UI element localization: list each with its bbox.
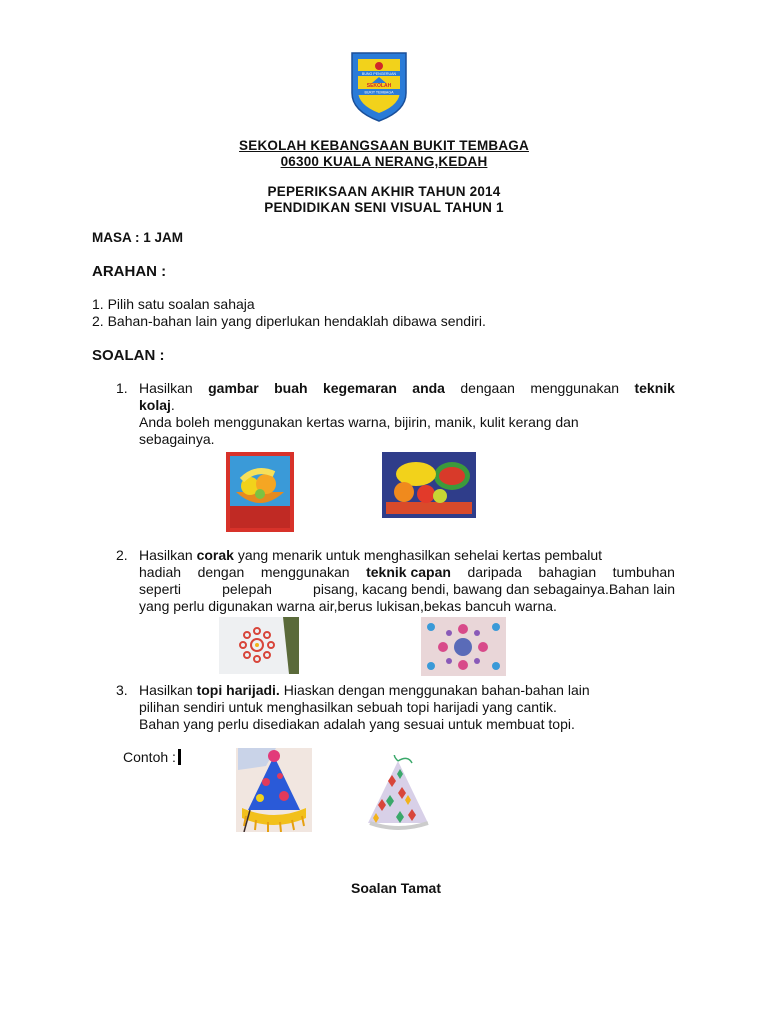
end-of-questions: Soalan Tamat xyxy=(351,880,441,896)
q3-line-2: pilihan sendiri untuk menghasilkan sebuah topi harijadi yang cantik. xyxy=(139,699,557,715)
q2-word: daripada xyxy=(467,564,522,580)
contoh-text: Contoh : xyxy=(123,749,176,765)
arahan-item-2: 2. Bahan-bahan lain yang diperlukan hendaklah dibawa sendiri. xyxy=(92,313,486,329)
contoh-label xyxy=(123,749,181,765)
q2-word: menggunakan xyxy=(260,564,350,580)
soalan-heading: SOALAN : xyxy=(92,347,165,364)
q3-text: Hiaskan dengan menggunakan bahan-bahan lain xyxy=(279,682,590,698)
q2-word: dengan xyxy=(197,564,245,580)
q2-word: hadiah xyxy=(139,564,182,580)
q2-word: tumbuhan xyxy=(612,564,675,580)
q1-bold-word: kolaj xyxy=(139,397,171,413)
q1-word: Hasilkan xyxy=(139,380,193,396)
q3-line-3: Bahan yang perlu disediakan adalah yang sesuai untuk membuat topi. xyxy=(139,716,575,732)
q2-line-1 xyxy=(139,547,602,563)
q2-text: yang menarik untuk menghasilkan sehelai kertas pembalut xyxy=(233,547,603,563)
crest-text-top: BUNG PENGERUAN xyxy=(361,71,397,76)
text-cursor xyxy=(178,749,181,765)
q1-bold-word: kegemaran xyxy=(322,380,397,396)
q2-bold-word: corak xyxy=(196,547,234,563)
q3-text: Hasilkan xyxy=(139,682,197,698)
q1-period: . xyxy=(170,397,175,413)
arahan-heading: ARAHAN : xyxy=(92,263,167,280)
q2-line-3 xyxy=(139,581,675,597)
q2-bold-word: teknik capan xyxy=(366,564,451,580)
q2-line-4: yang perlu digunakan warna air,berus lukisan,bekas bancuh warna. xyxy=(139,598,557,614)
q1-bold-word: anda xyxy=(412,380,445,396)
q1-bold-word: buah xyxy=(274,380,308,396)
q1-bold-word: teknik xyxy=(634,380,675,396)
q3-line-1 xyxy=(139,682,590,698)
q1-line-4: sebagainya. xyxy=(139,431,215,447)
q2-line-2 xyxy=(139,564,675,580)
q2-word: pelepah xyxy=(222,581,272,597)
exam-title: PEPERIKSAAN AKHIR TAHUN 2014 xyxy=(267,184,501,199)
q1-word: dengaan xyxy=(460,380,515,396)
q2-word: seperti xyxy=(139,581,182,597)
subject-title: PENDIDIKAN SENI VISUAL TAHUN 1 xyxy=(264,200,504,215)
school-address: 06300 KUALA NERANG,KEDAH xyxy=(280,154,488,169)
q1-number: 1. xyxy=(116,380,128,396)
q2-number: 2. xyxy=(116,547,128,563)
crest-text-mid: SEKOLAH xyxy=(366,83,392,89)
q2-text: Hasilkan xyxy=(139,547,197,563)
q2-word: bahagian xyxy=(538,564,597,580)
fruit-basket-collage-image xyxy=(226,452,294,532)
school-crest-logo xyxy=(346,49,412,123)
diamond-party-hat-image xyxy=(352,755,438,835)
q1-bold-word: gambar xyxy=(208,380,259,396)
fruit-mosaic-collage-image xyxy=(382,452,476,518)
flower-print-image xyxy=(219,617,299,674)
exam-duration: MASA : 1 JAM xyxy=(92,230,184,245)
q2-word: pisang, kacang bendi, bawang dan sebagainya.Bahan lain xyxy=(313,581,675,597)
q1-word: menggunakan xyxy=(530,380,620,396)
pattern-print-image xyxy=(421,617,506,676)
school-name: SEKOLAH KEBANGSAAN BUKIT TEMBAGA xyxy=(239,138,529,153)
q1-line-1 xyxy=(139,380,675,396)
arahan-item-1: 1. Pilih satu soalan sahaja xyxy=(92,296,255,312)
q3-number: 3. xyxy=(116,682,128,698)
q3-bold-word: topi harijadi. xyxy=(196,682,280,698)
crest-text-bottom: BUKIT TEMBAGA xyxy=(364,90,394,95)
q1-line-2 xyxy=(139,397,175,413)
blue-party-hat-image xyxy=(236,748,312,832)
q1-line-3: Anda boleh menggunakan kertas warna, bijirin, manik, kulit kerang dan xyxy=(139,414,579,430)
